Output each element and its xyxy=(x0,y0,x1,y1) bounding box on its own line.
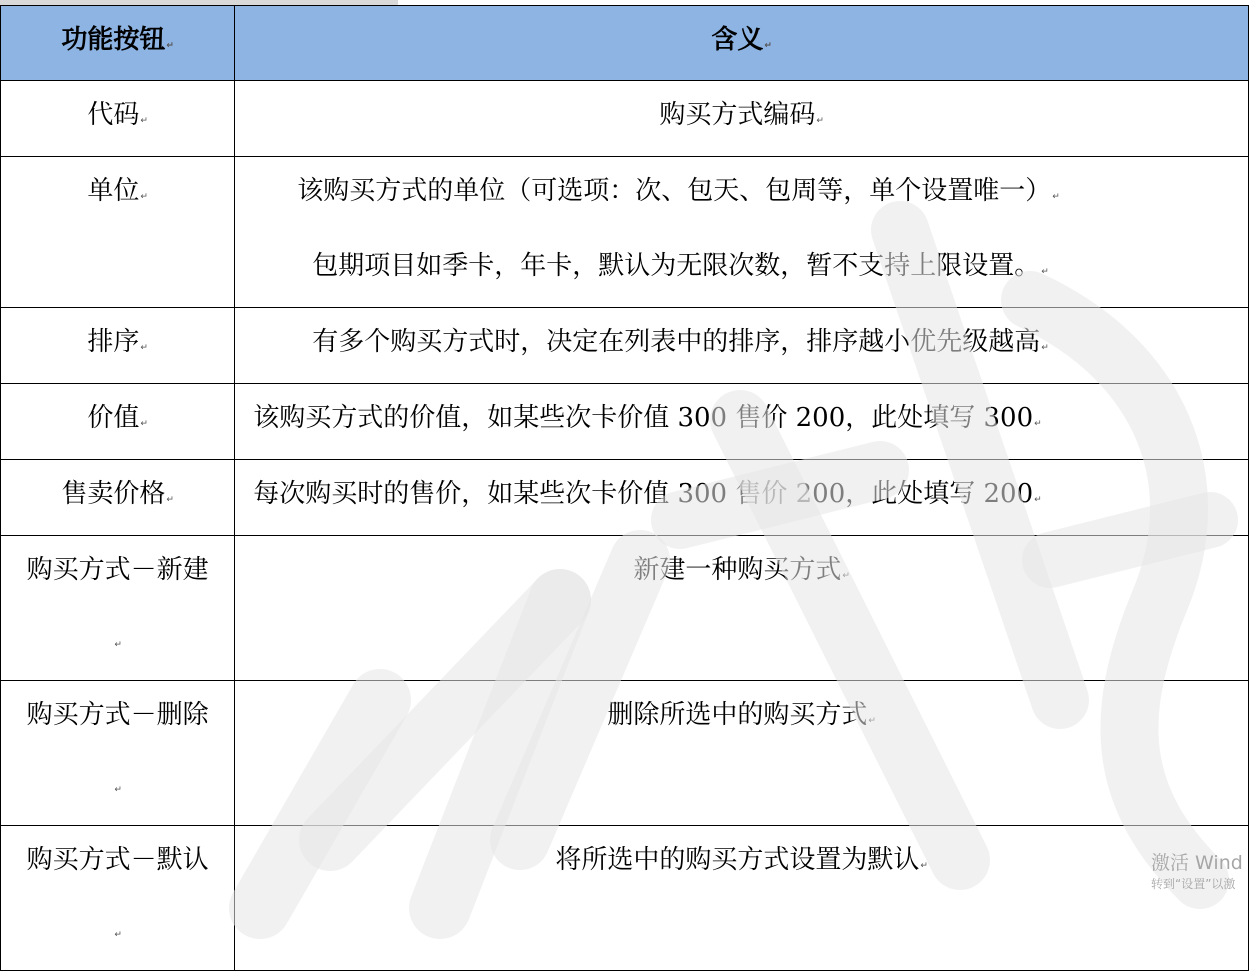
paragraph-mark-icon: ↵ xyxy=(764,41,772,51)
row-name-cell: 排序↵ xyxy=(1,308,235,384)
table-row xyxy=(1,81,1249,157)
windows-activation-notice xyxy=(1151,850,1243,892)
activation-subtitle: 转到“设置”以激 xyxy=(1151,877,1236,891)
activation-title: 激活 Wind xyxy=(1151,852,1243,874)
meaning-line: 该购买方式的单位（可选项：次、包天、包周等，单个设置唯一）↵ xyxy=(297,176,1060,206)
row-name-cell: 购买方式－默认↵ xyxy=(1,826,235,971)
table-row xyxy=(1,157,1249,308)
function-table xyxy=(0,5,1249,971)
row-meaning-cell xyxy=(235,308,1249,384)
row-meaning-cell: 删除所选中的购买方式↵ xyxy=(235,681,1249,826)
paragraph-mark-icon: ↵ xyxy=(166,41,174,51)
row-name-cell: 售卖价格↵ xyxy=(1,460,235,536)
table-row xyxy=(1,460,1249,536)
row-meaning-cell: 将所选中的购买方式设置为默认↵ xyxy=(235,826,1249,971)
paragraph-mark-icon: ↵ xyxy=(1041,343,1049,353)
row-meaning-cell: 每次购买时的售价，如某些次卡价值 300 售价 200，此处填写 200↵ xyxy=(235,460,1249,536)
paragraph-mark-icon: ↵ xyxy=(140,343,148,353)
paragraph-mark-icon: ↵ xyxy=(114,930,122,940)
paragraph-mark-icon: ↵ xyxy=(868,716,876,726)
table-row xyxy=(1,536,1249,681)
paragraph-mark-icon: ↵ xyxy=(1052,192,1060,202)
table-row xyxy=(1,384,1249,460)
paragraph-mark-icon: ↵ xyxy=(920,861,928,871)
meaning-line: 包期项目如季卡，年卡，默认为无限次数，暂不支持上限设置。↵ xyxy=(312,251,1049,281)
row-meaning-cell: 新建一种购买方式↵ xyxy=(235,536,1249,681)
header-function-button: 功能按钮↵ xyxy=(1,6,235,81)
paragraph-mark-icon: ↵ xyxy=(166,495,174,505)
row-name-cell: 购买方式－删除↵ xyxy=(1,681,235,826)
paragraph-mark-icon: ↵ xyxy=(140,116,148,126)
paragraph-mark-icon: ↵ xyxy=(140,419,148,429)
header-meaning: 含义↵ xyxy=(235,6,1249,81)
row-name-cell: 代码↵ xyxy=(1,81,235,157)
paragraph-mark-icon: ↵ xyxy=(816,116,824,126)
paragraph-mark-icon: ↵ xyxy=(1034,495,1042,505)
paragraph-mark-icon: ↵ xyxy=(114,785,122,795)
paragraph-mark-icon: ↵ xyxy=(1041,267,1049,277)
paragraph-mark-icon: ↵ xyxy=(140,192,148,202)
row-name-cell: 单位↵ xyxy=(1,157,235,308)
meaning-line: 有多个购买方式时，决定在列表中的排序，排序越小优先级越高↵ xyxy=(312,327,1049,357)
paragraph-mark-icon: ↵ xyxy=(114,640,122,650)
table-row xyxy=(1,308,1249,384)
row-name-cell: 购买方式－新建↵ xyxy=(1,536,235,681)
row-name-cell: 价值↵ xyxy=(1,384,235,460)
table-header-row xyxy=(1,6,1249,81)
table-row xyxy=(1,681,1249,826)
row-meaning-cell: 购买方式编码↵ xyxy=(235,81,1249,157)
row-meaning-cell xyxy=(235,157,1249,308)
row-meaning-cell: 该购买方式的价值，如某些次卡价值 300 售价 200，此处填写 300↵ xyxy=(235,384,1249,460)
paragraph-mark-icon: ↵ xyxy=(1034,419,1042,429)
table-row xyxy=(1,826,1249,971)
paragraph-mark-icon: ↵ xyxy=(842,571,850,581)
